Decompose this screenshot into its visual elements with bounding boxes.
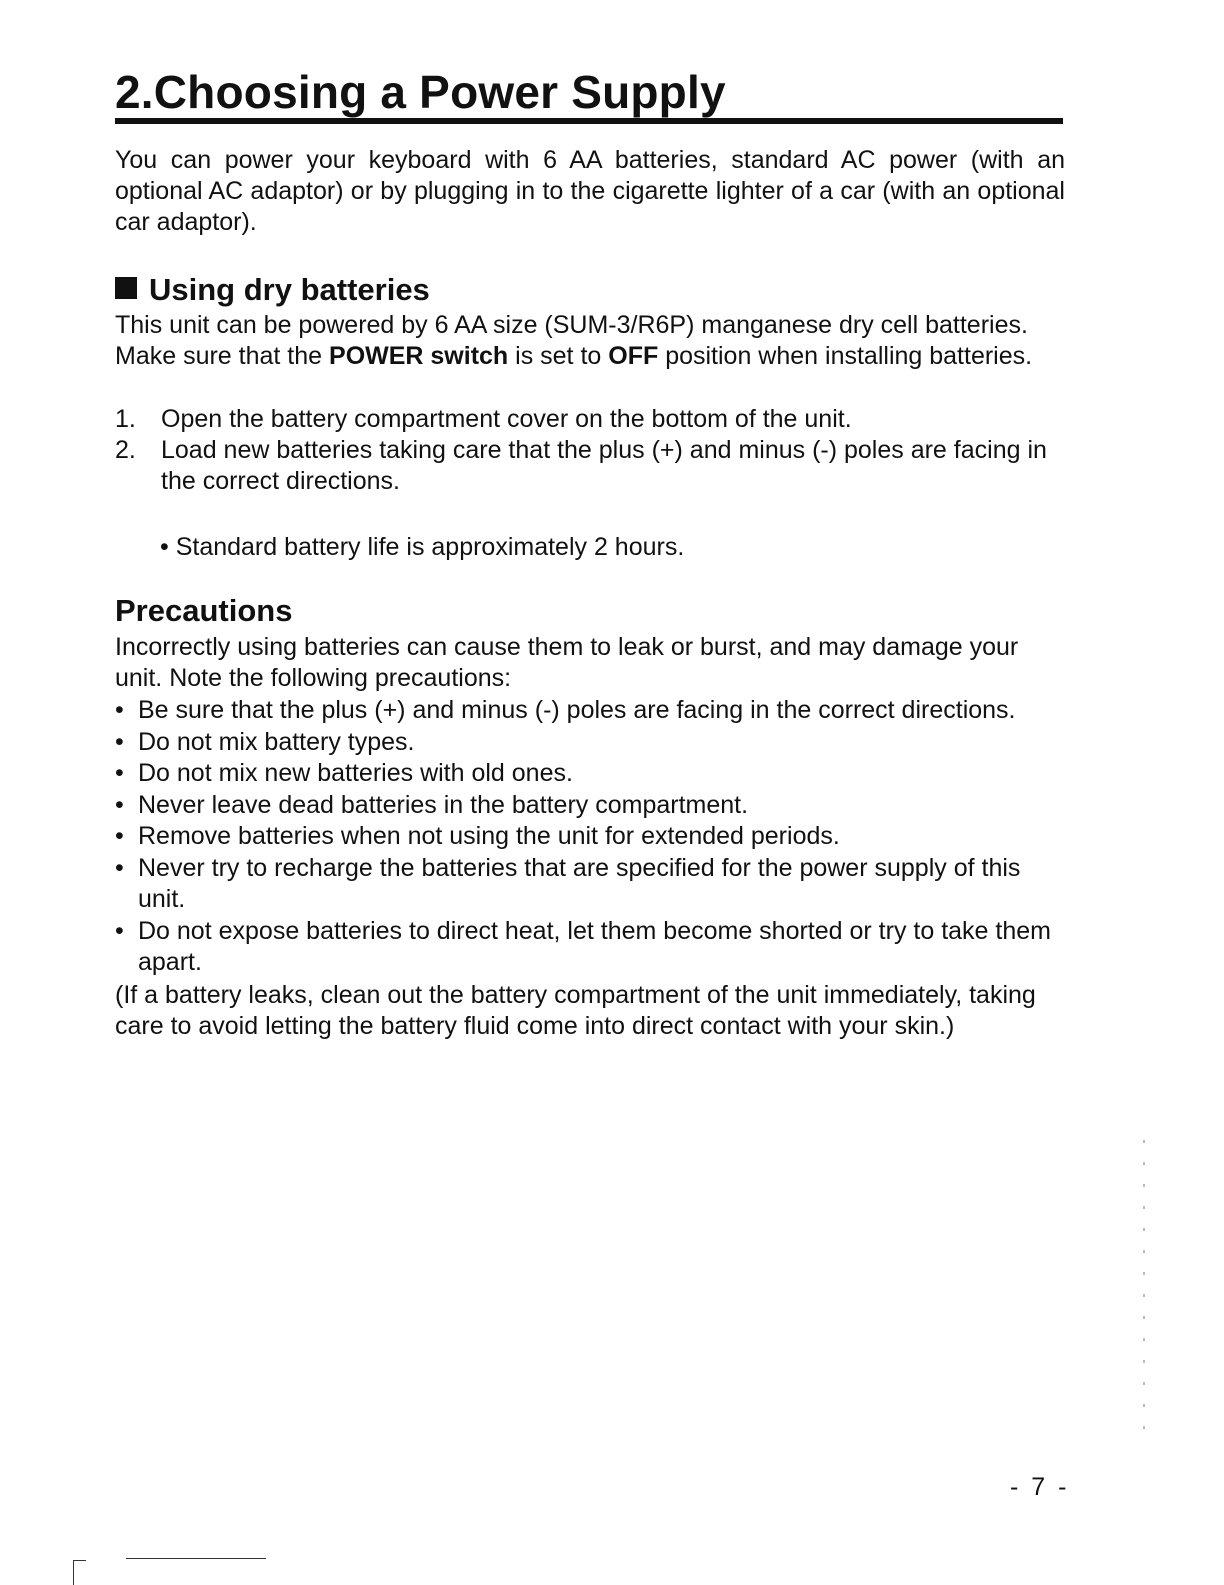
list-item: • Never leave dead batteries in the battery compartment. bbox=[115, 790, 749, 819]
precautions-intro: Incorrectly using batteries can cause them to leak or burst, and may damage your unit. Note the following precautions: bbox=[115, 633, 1019, 692]
list-item: • Do not mix battery types. bbox=[115, 727, 415, 756]
section-heading-precautions: Precautions bbox=[115, 593, 293, 628]
leak-advice: (If a battery leaks, clean out the battery compartment of the unit immediately, taking care to avoid letting the battery fluid come into direct contact with your skin.) bbox=[115, 981, 1036, 1040]
dry-batteries-line-1: This unit can be powered by 6 AA size (SUM-3/R6P) manganese dry cell batteries. bbox=[115, 311, 1028, 339]
crop-mark bbox=[73, 1560, 86, 1585]
step-item: 1. Open the battery compartment cover on the bottom of the unit. bbox=[115, 405, 852, 433]
intro-paragraph: You can power your keyboard with 6 AA batteries, standard AC power (with an optional AC adaptor) or by plugging in to the cigarette lighter of a car (with an optional car adaptor). bbox=[115, 146, 1065, 236]
list-item: • Remove batteries when not using the unit for extended periods. bbox=[115, 822, 840, 850]
battery-life-note: • Standard battery life is approximately 2 hours. bbox=[160, 533, 685, 561]
page-number: - 7 - bbox=[1010, 1473, 1070, 1501]
step-item: 2. Load new batteries taking care that the plus (+) and minus (-) poles are facing in the correct directions. bbox=[115, 436, 1047, 495]
section-heading-dry-batteries: Using dry batteries bbox=[115, 271, 430, 309]
precautions-list bbox=[115, 695, 1065, 979]
dry-batteries-line-2: Make sure that the POWER switch is set to OFF position when installing batteries. bbox=[115, 342, 1033, 370]
bottom-rule bbox=[126, 1558, 266, 1559]
square-bullet-icon bbox=[115, 277, 137, 299]
install-steps bbox=[115, 404, 1065, 497]
list-item: • Do not expose batteries to direct heat, let them become shorted or try to take them apart. bbox=[115, 916, 1051, 976]
list-item: • Be sure that the plus (+) and minus (-) poles are facing in the correct directions. bbox=[115, 696, 1016, 724]
power-switch-term: POWER switch bbox=[329, 342, 509, 370]
page-title: 2.Choosing a Power Supply bbox=[115, 62, 1063, 124]
list-item: • Never try to recharge the batteries that are specified for the power supply of this unit. bbox=[115, 853, 1021, 913]
off-term: OFF bbox=[608, 342, 659, 370]
scan-edge-marks bbox=[1143, 1140, 1145, 1440]
list-item: • Do not mix new batteries with old ones. bbox=[115, 759, 573, 787]
